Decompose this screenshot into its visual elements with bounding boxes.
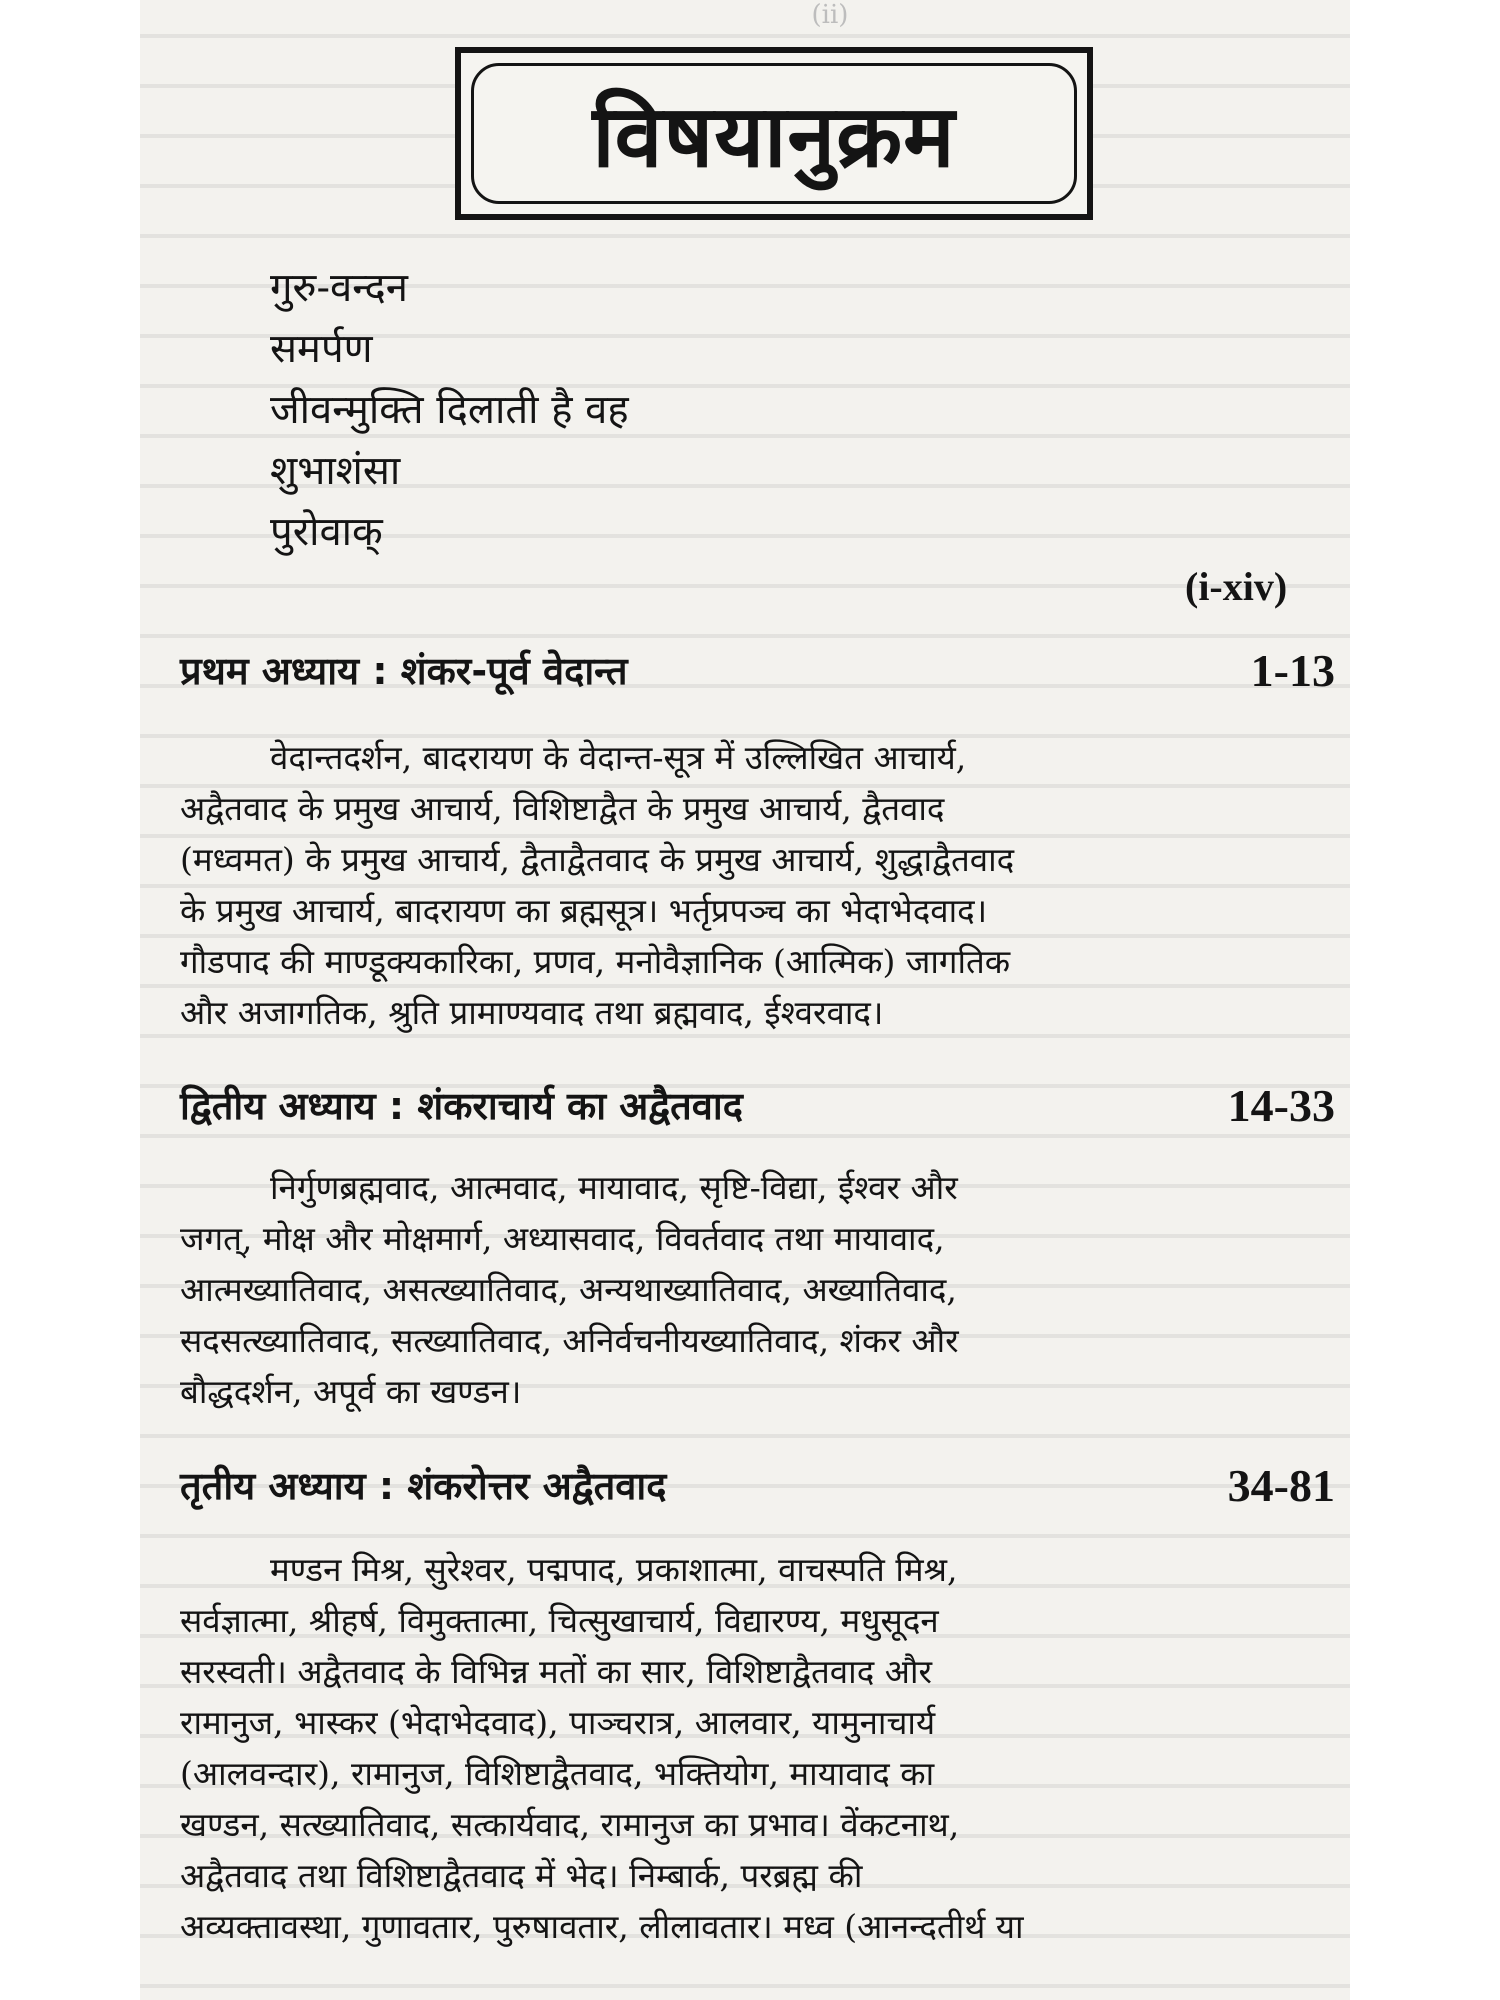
front-matter-item: समर्पण	[270, 326, 373, 372]
front-matter-item: पुरोवाक्	[270, 509, 383, 555]
summary-line: आत्मख्यातिवाद, असत्ख्यातिवाद, अन्यथाख्यातिवाद, अख्यातिवाद,	[180, 1270, 957, 1309]
chapter-title: तृतीय अध्याय : शंकरोत्तर अद्वैतवाद	[180, 1464, 667, 1508]
summary-line: गौडपाद की माण्डूक्यकारिका, प्रणव, मनोवैज्ञानिक (आत्मिक) जागतिक	[180, 942, 1011, 981]
chapter-page-range: 14-33	[1227, 1080, 1335, 1131]
summary-line: सर्वज्ञात्मा, श्रीहर्ष, विमुक्तात्मा, चित्सुखाचार्य, विद्यारण्य, मधुसूदन	[180, 1601, 939, 1640]
page-number-marker: (ii)	[811, 0, 849, 30]
summary-line: जगत्, मोक्ष और मोक्षमार्ग, अध्यासवाद, विवर्तवाद तथा मायावाद,	[180, 1219, 945, 1258]
summary-line: अद्वैतवाद तथा विशिष्टाद्वैतवाद में भेद। निम्बार्क, परब्रह्म की	[180, 1856, 863, 1895]
summary-line: (मध्वमत) के प्रमुख आचार्य, द्वैताद्वैतवाद के प्रमुख आचार्य, शुद्धाद्वैतवाद	[180, 840, 1015, 879]
chapter-summary	[180, 1544, 1130, 1952]
summary-line: मण्डन मिश्र, सुरेश्वर, पद्मपाद, प्रकाशात्मा, वाचस्पति मिश्र,	[270, 1550, 958, 1589]
front-matter-list	[270, 258, 1170, 563]
summary-line: खण्डन, सत्ख्यातिवाद, सत्कार्यवाद, रामानुज का प्रभाव। वेंकटनाथ,	[180, 1805, 960, 1844]
chapter-heading	[180, 1075, 1345, 1137]
chapter-page-range: 1-13	[1250, 645, 1335, 696]
page-title: विषयानुक्रम	[471, 63, 1077, 204]
title-frame	[455, 47, 1093, 220]
summary-line: और अजागतिक, श्रुति प्रामाण्यवाद तथा ब्रह्मवाद, ईश्वरवाद।	[180, 993, 884, 1032]
chapter-heading	[180, 640, 1345, 702]
summary-line: रामानुज, भास्कर (भेदाभेदवाद), पाञ्चरात्र, आलवार, यामुनाचार्य	[180, 1703, 936, 1742]
front-matter-item: जीवन्मुक्ति दिलाती है वह	[270, 387, 629, 433]
front-matter-pages: (i-xiv)	[1185, 564, 1288, 609]
summary-line: (आलवन्दार), रामानुज, विशिष्टाद्वैतवाद, भक्तियोग, मायावाद का	[180, 1754, 935, 1793]
chapter-title: द्वितीय अध्याय : शंकराचार्य का अद्वैतवाद	[180, 1084, 743, 1128]
chapter-title: प्रथम अध्याय : शंकर-पूर्व वेदान्त	[180, 649, 628, 693]
chapter-page-range: 34-81	[1227, 1460, 1335, 1511]
summary-line: सरस्वती। अद्वैतवाद के विभिन्न मतों का सार, विशिष्टाद्वैतवाद और	[180, 1652, 932, 1691]
front-matter-item: गुरु-वन्दन	[270, 265, 408, 311]
chapter-summary	[180, 732, 1130, 1038]
summary-line: सदसत्ख्यातिवाद, सत्ख्यातिवाद, अनिर्वचनीयख्यातिवाद, शंकर और	[180, 1321, 959, 1360]
summary-line: के प्रमुख आचार्य, बादरायण का ब्रह्मसूत्र। भर्तृप्रपञ्च का भेदाभेदवाद।	[180, 891, 988, 930]
summary-line: अद्वैतवाद के प्रमुख आचार्य, विशिष्टाद्वैत के प्रमुख आचार्य, द्वैतवाद	[180, 789, 945, 828]
summary-line: बौद्धदर्शन, अपूर्व का खण्डन।	[180, 1372, 522, 1411]
front-matter-item: शुभाशंसा	[270, 448, 401, 494]
chapter-summary	[180, 1162, 1130, 1417]
summary-line: अव्यक्तावस्था, गुणावतार, पुरुषावतार, लीलावतार। मध्व (आनन्दतीर्थ या	[180, 1907, 1024, 1946]
summary-line: वेदान्तदर्शन, बादरायण के वेदान्त-सूत्र में उल्लिखित आचार्य,	[270, 738, 967, 777]
summary-line: निर्गुणब्रह्मवाद, आत्मवाद, मायावाद, सृष्टि-विद्या, ईश्वर और	[270, 1168, 958, 1207]
chapter-heading	[180, 1455, 1345, 1517]
